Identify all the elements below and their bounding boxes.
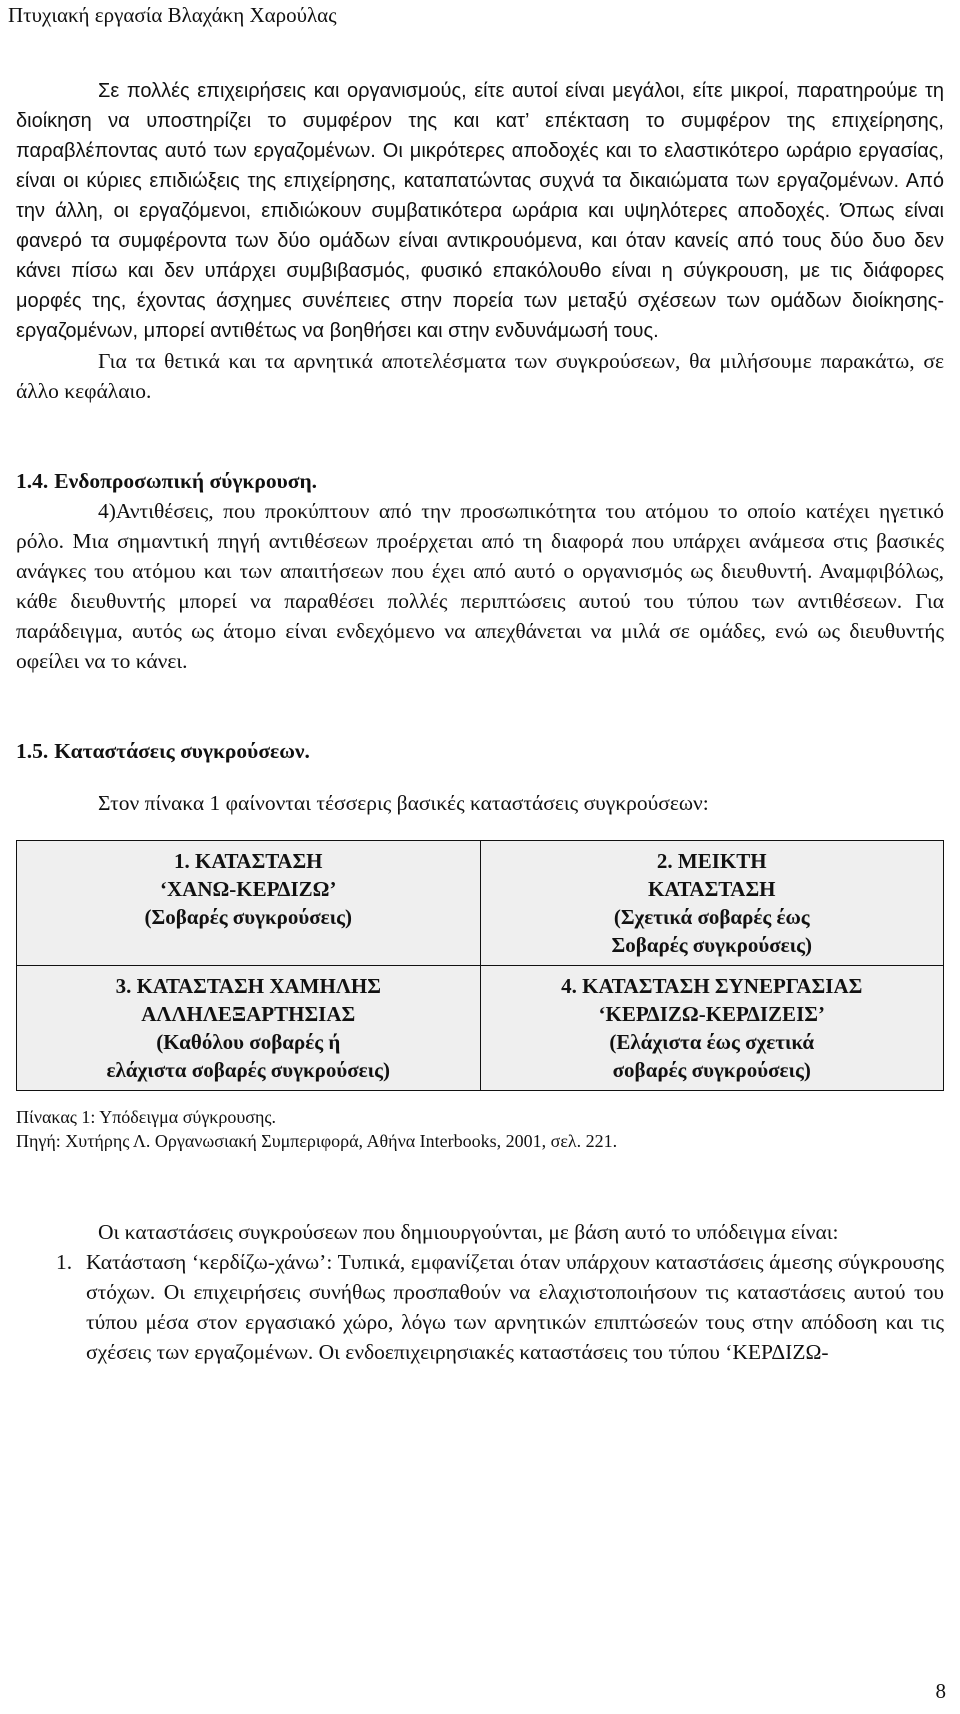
- section-1-5-heading: [16, 736, 944, 766]
- section-1-4-paragraph: 4)Αντιθέσεις, που προκύπτουν από την προσωπικότητα του ατόμου το οποίο κατέχει ηγετικό ρόλο. Μια σημαντική πηγή αντιθέσεων προέρχεται από τη διαφορά που υπάρχει ανάμεσα στις βασικές ανάγκες του ατόμου και των απαιτήσεων που έχει από αυτό ο οργανισμός ως διευθυντή. Αναμφιβόλως, κάθε διευθυντής μπορεί να παραθέσει πολλές περιπτώσεις αυτού του τύπου των αντιθέσεων. Για παράδειγμα, αυτός ως άτομο είναι ενδεχόμενο να απεχθάνεται να μιλά σε ομάδες, ενώ ως διευθυντής οφείλει να το κάνει.: [16, 499, 944, 673]
- situations-list: [16, 1247, 944, 1367]
- intro-paragraph-2: Για τα θετικά και τα αρνητικά αποτελέσματα των συγκρούσεων, θα μιλήσουμε παρακάτω, σε άλλο κεφάλαιο.: [16, 349, 944, 403]
- list-item: [16, 1247, 944, 1367]
- section-1-4-heading: [16, 466, 944, 496]
- section-1-4-title: Ενδοπροσωπική σύγκρουση.: [54, 469, 318, 493]
- table-source: Πηγή: Χυτήρης Λ. Οργανωσιακή Συμπεριφορά, Αθήνα Interbooks, 2001, σελ. 221.: [16, 1131, 618, 1151]
- conflict-situations-table: [16, 840, 944, 1091]
- table-row: [17, 966, 944, 1091]
- table-cell-4: 4. ΚΑΤΑΣΤΑΣΗ ΣΥΝΕΡΓΑΣΙΑΣ ‘ΚΕΡΔΙΖΩ-ΚΕΡΔΙΖΕΙΣ’ (Ελάχιστα έως σχετικά σοβαρές συγκρούσεις): [480, 966, 944, 1091]
- section-1-4-number: 1.4.: [16, 469, 49, 493]
- page-header: Πτυχιακή εργασία Βλαχάκη Χαρούλας: [8, 3, 337, 27]
- table-cell-1: 1. ΚΑΤΑΣΤΑΣΗ ‘ΧΑΝΩ-ΚΕΡΔΙΖΩ’ (Σοβαρές συγκρούσεις): [17, 841, 481, 966]
- section-1-5-number: 1.5.: [16, 739, 49, 763]
- table-cell-2: 2. ΜΕΙΚΤΗ ΚΑΤΑΣΤΑΣΗ (Σχετικά σοβαρές έως Σοβαρές συγκρούσεις): [480, 841, 944, 966]
- list-item-number: 1.: [56, 1250, 73, 1274]
- table-cell-3: 3. ΚΑΤΑΣΤΑΣΗ ΧΑΜΗΛΗΣ ΑΛΛΗΛΕΞΑΡΤΗΣΙΑΣ (Καθόλου σοβαρές ή ελάχιστα σοβαρές συγκρούσεις): [17, 966, 481, 1091]
- page-content: [16, 76, 944, 1367]
- table-caption: Πίνακας 1: Υπόδειγμα σύγκρουσης.: [16, 1107, 276, 1127]
- section-1-5-intro: Στον πίνακα 1 φαίνονται τέσσερις βασικές καταστάσεις συγκρούσεων:: [98, 791, 709, 815]
- table-row: [17, 841, 944, 966]
- page-number: 8: [935, 1679, 946, 1703]
- section-1-5-title: Καταστάσεις συγκρούσεων.: [54, 739, 310, 763]
- list-item-text: Κατάσταση ‘κερδίζω-χάνω’: Τυπικά, εμφανίζεται όταν υπάρχουν καταστάσεις άμεσης σύγκρουσης στόχων. Οι επιχειρήσεις συνήθως προσπαθούν να ελαχιστοποιήσουν τις καταστάσεις αυτού του τύπου μέσα στον εργασιακό χώρο, λόγω των αρνητικών επιπτώσεών τους στην απόδοση και τις σχέσεις των εργαζομένων. Οι ενδοεπιχειρησιακές καταστάσεις του τύπου ‘ΚΕΡΔΙΖΩ-: [86, 1250, 944, 1364]
- intro-paragraph-1: Σε πολλές επιχειρήσεις και οργανισμούς, είτε αυτοί είναι μεγάλοι, είτε μικροί, παρατηρούμε τη διοίκηση να υποστηρίζει το συμφέρον της και κατ’ επέκταση το συμφέρον της επιχείρησης, παραβλέποντας αυτό των εργαζομένων. Οι μικρότερες αποδοχές και το ελαστικότερο ωράριο εργασίας, είναι οι κύριες επιδιώξεις της επιχείρησης, καταπατώντας συχνά τα δικαιώματα των εργαζομένων. Από την άλλη, οι εργαζόμενοι, επιδιώκουν συμβατικότερα ωράρια και υψηλότερες αποδοχές. Όπως είναι φανερό τα συμφέροντα των δύο ομάδων είναι αντικρουόμενα, και όταν κανείς από τους δύο δυο δεν κάνει πίσω και δεν υπάρχει συμβιβασμός, φυσικό επακόλουθο είναι η σύγκρουση, με τις διάφορες μορφές της, έχοντας άσχημες συνέπειες στην πορεία των μεταξύ σχέσεων των ομάδων διοίκησης-εργαζομένων, μπορεί αντιθέτως να βοηθήσει και στην ενδυνάμωσή τους.: [16, 80, 944, 342]
- outro-paragraph: Οι καταστάσεις συγκρούσεων που δημιουργούνται, με βάση αυτό το υπόδειγμα είναι:: [98, 1220, 839, 1244]
